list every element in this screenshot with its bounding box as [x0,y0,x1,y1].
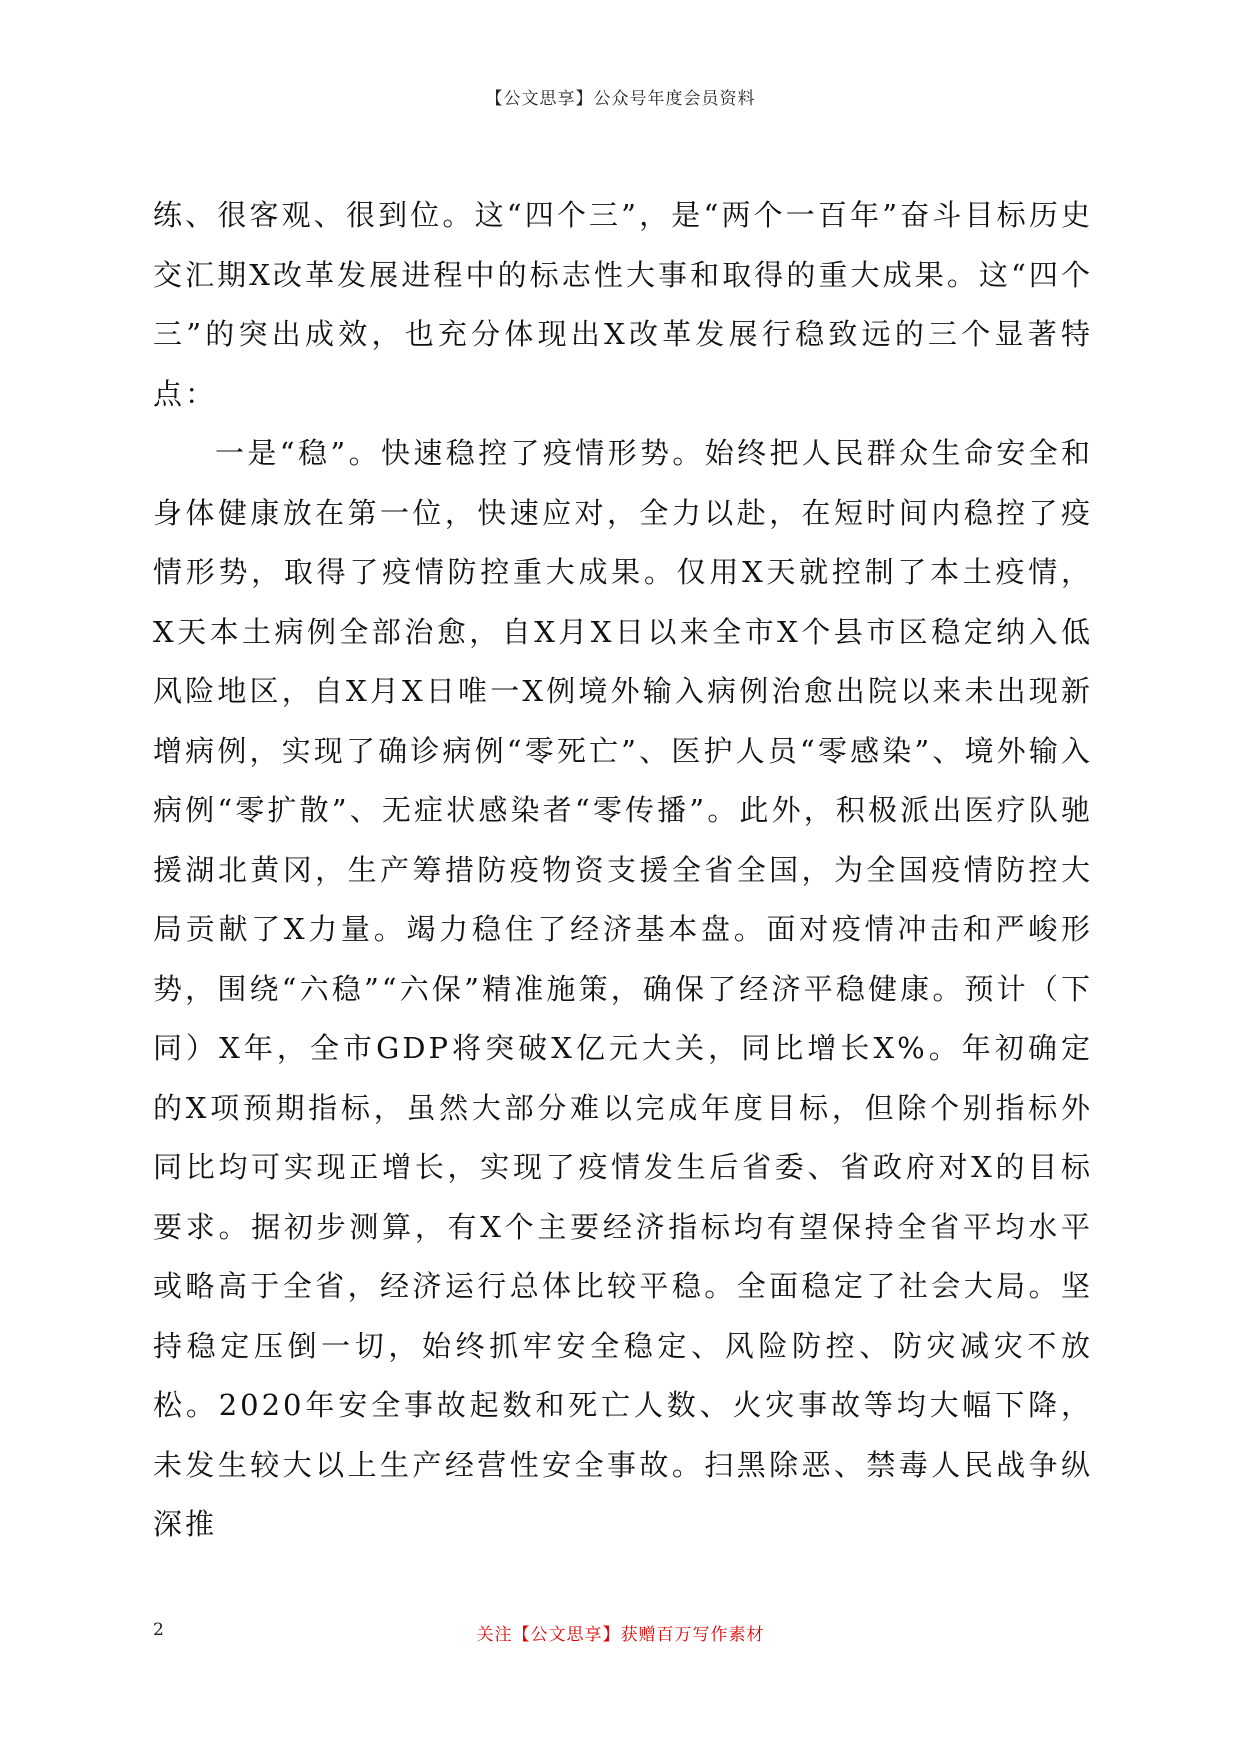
paragraph-stability: 一是“稳”。快速稳控了疫情形势。始终把人民群众生命安全和身体健康放在第一位，快速应对，全力以赴，在短时间内稳控了疫情形势，取得了疫情防控重大成果。仅用X天就控制了本土疫情，X天本土病例全部治愈，自X月X日以来全市X个县市区稳定纳入低风险地区，自X月X日唯一X例境外输入病例治愈出院以来未出现新增病例，实现了确诊病例“零死亡”、医护人员“零感染”、境外输入病例“零扩散”、无症状感染者“零传播”。此外，积极派出医疗队驰援湖北黄冈，生产筹措防疫物资支援全省全国，为全国疫情防控大局贡献了X力量。竭力稳住了经济基本盘。面对疫情冲击和严峻形势，围绕“六稳”“六保”精准施策，确保了经济平稳健康。预计（下同）X年，全市GDP将突破X亿元大关，同比增长X%。年初确定的X项预期指标，虽然大部分难以完成年度目标，但除个别指标外同比均可实现正增长，实现了疫情发生后省委、省政府对X的目标要求。据初步测算，有X个主要经济指标均有望保持全省平均水平或略高于全省，经济运行总体比较平稳。全面稳定了社会大局。坚持稳定压倒一切，始终抓牢安全稳定、风险防控、防灾减灾不放松。2020年安全事故起数和死亡人数、火灾事故等均大幅下降，未发生较大以上生产经营性安全事故。扫黑除恶、禁毒人民战争纵深推 [153,436,1093,1541]
document-body [153,186,1093,1555]
page-header: 【公文思享】公众号年度会员资料 [485,89,756,109]
footer-promo-text: 关注【公文思享】获赠百万写作素材 [476,1625,765,1645]
paragraph-continuation: 练、很客观、很到位。这“四个三”，是“两个一百年”奋斗目标历史交汇期X改革发展进程中的标志性大事和取得的重大成果。这“四个三”的突出成效，也充分体现出X改革发展行稳致远的三个显著特点： [153,198,1093,411]
page-number: 2 [153,1620,164,1640]
